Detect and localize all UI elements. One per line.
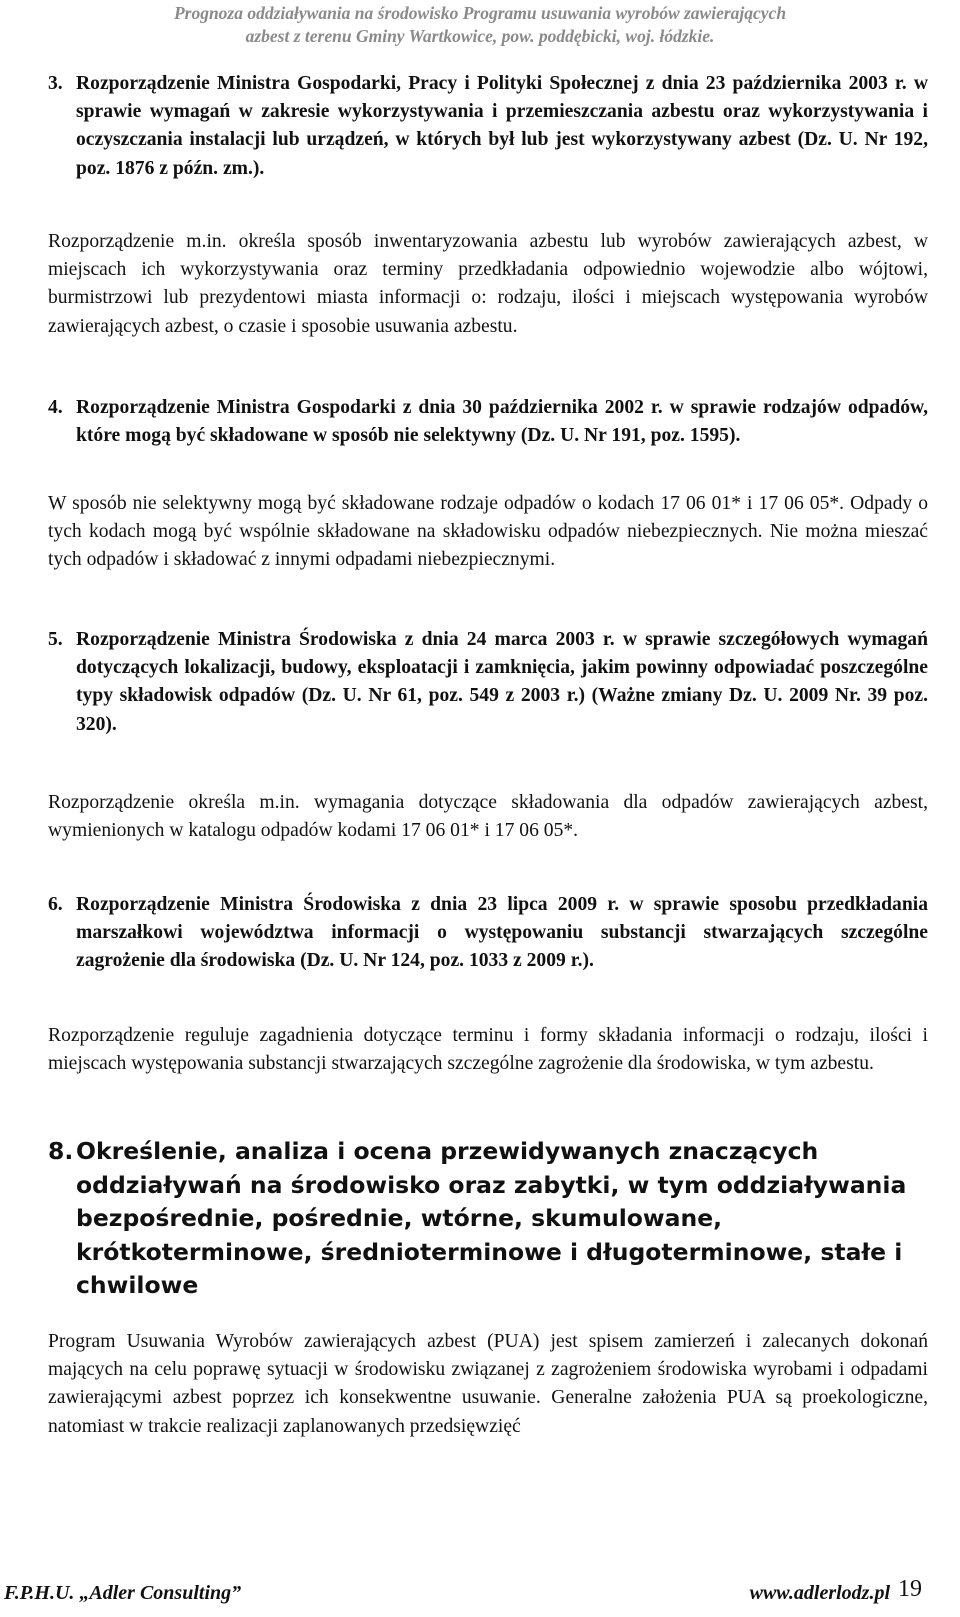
item-4-body: W sposób nie selektywny mogą być składowane rodzaje odpadów o kodach 17 06 01* i 17 06 05*. Odpady o tych kodach mogą być wspólnie składowane na składowisku odpadów niebezpiecznych. Nie można mieszać tych odpadów i składować z innymi odpadami niebezpiecznymi. xyxy=(48,493,928,571)
item-3-heading xyxy=(48,70,928,183)
item-3-title: Rozporządzenie Ministra Gospodarki, Pracy i Polityki Społecznej z dnia 23 października 2003 r. w sprawie wymagań w zakresie wykorzystywania i przemieszczania azbestu oraz wykorzystywania i oczyszczania instalacji lub urządzeń, w których był lub jest wykorzystywany azbest (Dz. U. Nr 192, poz. 1876 z późn. zm.). xyxy=(76,73,928,179)
item-6-body: Rozporządzenie reguluje zagadnienia dotyczące terminu i formy składania informacji o rodzaju, ilości i miejscach występowania substancji stwarzających szczególne zagrożenie dla środowiska, w tym azbestu. xyxy=(48,1025,928,1075)
item-4-number: 4. xyxy=(48,397,63,418)
item-3-body: Rozporządzenie m.in. określa sposób inwentaryzowania azbestu lub wyrobów zawierających azbest, w miejscach ich wykorzystywania oraz terminy przedkładania odpowiednio wojewodzie albo wójtowi, burmistrzowi lub prezydentowi miasta informacji o: rodzaju, ilości i miejscach występowania wyrobów zawierających azbest, o czasie i sposobie usuwania azbestu. xyxy=(48,231,928,337)
footer-company: F.P.H.U. „Adler Consulting” xyxy=(4,1582,242,1604)
footer-website: www.adlerlodz.pl xyxy=(749,1582,890,1604)
section-8-title: Określenie, analiza i ocena przewidywanych znaczących oddziaływań na środowisko oraz zabytki, w tym oddziaływania bezpośrednie, pośrednie, wtórne, skumulowane, krótkoterminowe, średnioterminowe i długoterminowe, stałe i chwilowe xyxy=(76,1137,907,1299)
page-number: 19 xyxy=(898,1576,922,1602)
header-line-1: Prognoza oddziaływania na środowisko Programu usuwania wyrobów zawierających xyxy=(173,3,787,23)
item-3-number: 3. xyxy=(48,73,63,94)
header-line-2: azbest z terenu Gminy Wartkowice, pow. poddębicki, woj. łódzkie. xyxy=(245,26,715,46)
section-8-heading xyxy=(48,1135,928,1303)
item-6-title: Rozporządzenie Ministra Środowiska z dnia 23 lipca 2009 r. w sprawie sposobu przedkładania marszałkowi województwa informacji o występowaniu substancji stwarzających szczególne zagrożenie dla środowiska (Dz. U. Nr 124, poz. 1033 z 2009 r.). xyxy=(76,894,928,972)
page-footer xyxy=(0,1578,960,1608)
item-5-body: Rozporządzenie określa m.in. wymagania dotyczące składowania dla odpadów zawierających azbest, wymienionych w katalogu odpadów kodami 17 06 01* i 17 06 05*. xyxy=(48,792,928,842)
item-5-number: 5. xyxy=(48,629,63,650)
item-4-title: Rozporządzenie Ministra Gospodarki z dnia 30 października 2002 r. w sprawie rodzajów odpadów, które mogą być składowane w sposób nie selektywny (Dz. U. Nr 191, poz. 1595). xyxy=(76,397,928,447)
item-5-title: Rozporządzenie Ministra Środowiska z dnia 24 marca 2003 r. w sprawie szczegółowych wymagań dotyczących lokalizacji, budowy, eksploatacji i zamknięcia, jakim powinny odpowiadać poszczególne typy składowisk odpadów (Dz. U. Nr 61, poz. 549 z 2003 r.) (Ważne zmiany Dz. U. 2009 Nr. 39 poz. 320). xyxy=(76,629,928,735)
page-header xyxy=(0,2,960,48)
section-8-number: 8. xyxy=(48,1137,74,1165)
item-6-heading xyxy=(48,891,928,976)
item-4-heading xyxy=(48,394,928,450)
section-8-body: Program Usuwania Wyrobów zawierających azbest (PUA) jest spisem zamierzeń i zalecanych dokonań mających na celu poprawę sytuacji w środowisku związanej z zagrożeniem środowiska wyrobami i odpadami zawierającymi azbest poprzez ich konsekwentne usuwanie. Generalne założenia PUA są proekologiczne, natomiast w trakcie realizacji zaplanowanych przedsięwzięć xyxy=(48,1331,928,1437)
item-6-number: 6. xyxy=(48,894,63,915)
item-5-heading xyxy=(48,626,928,739)
